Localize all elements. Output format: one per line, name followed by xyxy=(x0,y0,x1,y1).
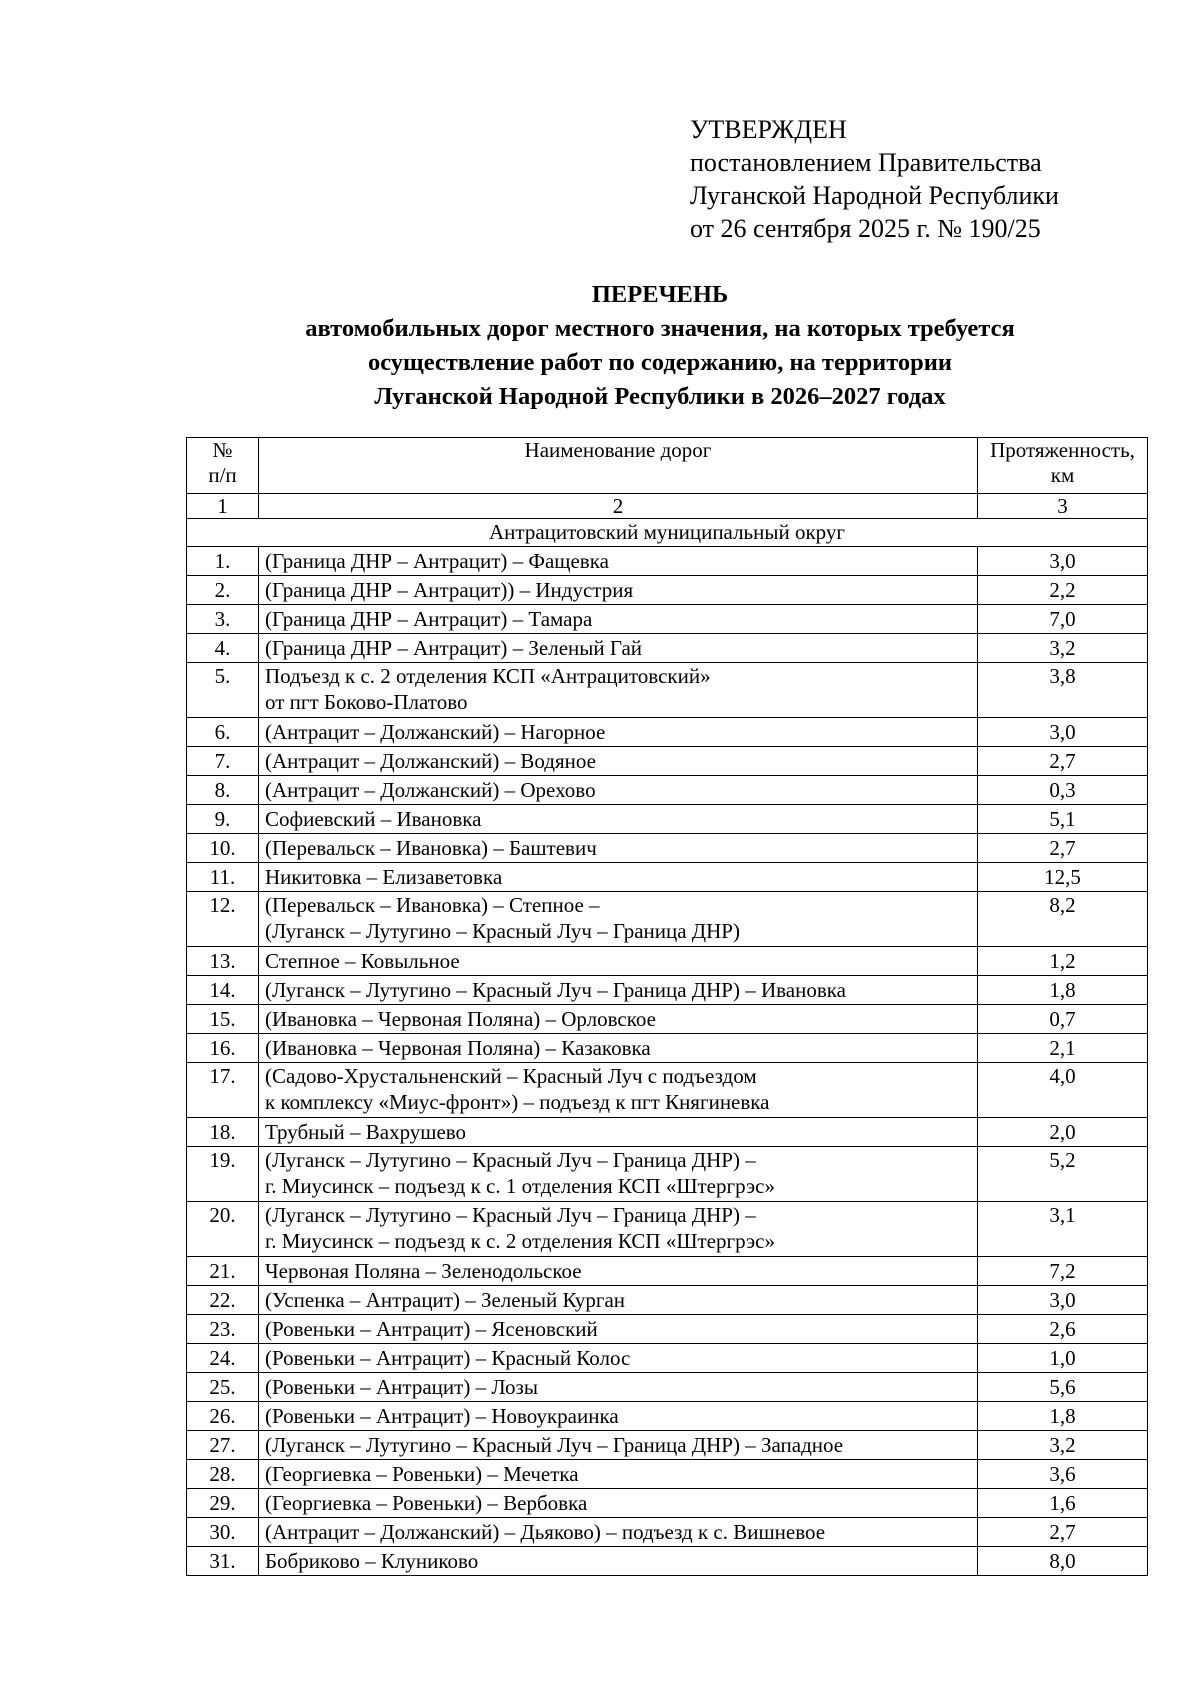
road-length: 0,3 xyxy=(978,776,1148,805)
row-number: 28. xyxy=(187,1460,259,1489)
column-number-3: 3 xyxy=(978,494,1148,519)
row-number: 15. xyxy=(187,1005,259,1034)
row-number: 4. xyxy=(187,634,259,663)
road-name: (Ровеньки – Антрацит) – Новоукраинка xyxy=(259,1402,978,1431)
road-name: (Ровеньки – Антрацит) – Ясеновский xyxy=(259,1315,978,1344)
row-number: 9. xyxy=(187,805,259,834)
table-row xyxy=(187,1460,1148,1489)
road-name-line2: к комплексу «Миус-фронт») – подъезд к пгт Княгиневка xyxy=(265,1090,770,1114)
road-length: 1,8 xyxy=(978,1402,1148,1431)
road-length: 0,7 xyxy=(978,1005,1148,1034)
road-name xyxy=(259,1202,978,1257)
header-number xyxy=(187,438,259,494)
row-number: 10. xyxy=(187,834,259,863)
road-name-line1: (Луганск – Лутугино – Красный Луч – Граница ДНР) – xyxy=(265,1148,756,1172)
table-row xyxy=(187,976,1148,1005)
title-heading: ПЕРЕЧЕНЬ xyxy=(591,281,729,308)
row-number: 18. xyxy=(187,1118,259,1147)
road-name: (Луганск – Лутугино – Красный Луч – Граница ДНР) – Западное xyxy=(259,1431,978,1460)
roads-table xyxy=(186,437,1148,1576)
table-row xyxy=(187,1005,1148,1034)
road-length: 2,1 xyxy=(978,1034,1148,1063)
header-number-line1: № xyxy=(212,438,233,462)
row-number: 27. xyxy=(187,1431,259,1460)
row-number: 17. xyxy=(187,1063,259,1118)
table-row xyxy=(187,1257,1148,1286)
road-length: 3,0 xyxy=(978,1286,1148,1315)
road-length: 2,7 xyxy=(978,747,1148,776)
row-number: 6. xyxy=(187,718,259,747)
header-number-line2: п/п xyxy=(208,463,237,487)
table-row xyxy=(187,576,1148,605)
road-name: (Ровеньки – Антрацит) – Красный Колос xyxy=(259,1344,978,1373)
approval-decree-line: постановлением Правительства xyxy=(690,148,1042,177)
table-row xyxy=(187,605,1148,634)
row-number: 29. xyxy=(187,1489,259,1518)
road-length: 12,5 xyxy=(978,863,1148,892)
table-row xyxy=(187,1063,1148,1118)
road-name-line1: (Перевальск – Ивановка) – Степное – xyxy=(265,893,600,917)
table-row xyxy=(187,805,1148,834)
row-number: 12. xyxy=(187,892,259,947)
road-length: 2,2 xyxy=(978,576,1148,605)
road-name: (Ивановка – Червоная Поляна) – Орловское xyxy=(259,1005,978,1034)
row-number: 14. xyxy=(187,976,259,1005)
road-length: 2,7 xyxy=(978,834,1148,863)
road-name: (Антрацит – Должанский) – Орехово xyxy=(259,776,978,805)
approval-stamp xyxy=(690,113,1059,245)
table-row xyxy=(187,947,1148,976)
road-name: Софиевский – Ивановка xyxy=(259,805,978,834)
road-name xyxy=(259,892,978,947)
row-number: 7. xyxy=(187,747,259,776)
document-title xyxy=(0,278,1200,414)
table-row xyxy=(187,863,1148,892)
road-name: (Георгиевка – Ровеньки) – Мечетка xyxy=(259,1460,978,1489)
road-name-line1: (Луганск – Лутугино – Красный Луч – Граница ДНР) – xyxy=(265,1203,756,1227)
row-number: 25. xyxy=(187,1373,259,1402)
road-name: Степное – Ковыльное xyxy=(259,947,978,976)
table-row xyxy=(187,1547,1148,1576)
road-length: 7,0 xyxy=(978,605,1148,634)
header-length-line2: км xyxy=(1050,463,1075,487)
table-row xyxy=(187,834,1148,863)
road-length: 1,2 xyxy=(978,947,1148,976)
table-row xyxy=(187,1344,1148,1373)
row-number: 13. xyxy=(187,947,259,976)
row-number: 5. xyxy=(187,663,259,718)
row-number: 19. xyxy=(187,1147,259,1202)
row-number: 16. xyxy=(187,1034,259,1063)
road-length: 1,6 xyxy=(978,1489,1148,1518)
title-line-2: автомобильных дорог местного значения, на которых требуется xyxy=(305,315,1015,342)
table-row xyxy=(187,1489,1148,1518)
row-number: 11. xyxy=(187,863,259,892)
row-number: 31. xyxy=(187,1547,259,1576)
road-name-line2: г. Миусинск – подъезд к с. 2 отделения КСП «Штергрэс» xyxy=(265,1229,775,1253)
road-name-line1: (Садово-Хрустальненский – Красный Луч с подъездом xyxy=(265,1064,757,1088)
road-length: 3,1 xyxy=(978,1202,1148,1257)
row-number: 20. xyxy=(187,1202,259,1257)
title-line-3: осуществление работ по содержанию, на территории xyxy=(367,349,953,376)
row-number: 1. xyxy=(187,547,259,576)
table-row xyxy=(187,1286,1148,1315)
table-row xyxy=(187,1118,1148,1147)
district-row xyxy=(187,519,1148,547)
road-name: Червоная Поляна – Зеленодольское xyxy=(259,1257,978,1286)
column-number-1: 1 xyxy=(187,494,259,519)
table-row xyxy=(187,1402,1148,1431)
column-numbers-row xyxy=(187,494,1148,519)
road-name: (Граница ДНР – Антрацит) – Зеленый Гай xyxy=(259,634,978,663)
road-length: 8,0 xyxy=(978,1547,1148,1576)
road-name xyxy=(259,1147,978,1202)
road-name: Бобриково – Клуниково xyxy=(259,1547,978,1576)
road-length: 1,0 xyxy=(978,1344,1148,1373)
table-row xyxy=(187,1202,1148,1257)
road-name: (Успенка – Антрацит) – Зеленый Курган xyxy=(259,1286,978,1315)
road-length: 4,0 xyxy=(978,1063,1148,1118)
column-number-2: 2 xyxy=(259,494,978,519)
road-length: 1,8 xyxy=(978,976,1148,1005)
row-number: 3. xyxy=(187,605,259,634)
road-name: (Антрацит – Должанский) – Дьяково) – подъезд к с. Вишневое xyxy=(259,1518,978,1547)
table-row xyxy=(187,718,1148,747)
approval-heading: УТВЕРЖДЕН xyxy=(690,115,847,144)
header-road-name: Наименование дорог xyxy=(259,438,978,494)
row-number: 2. xyxy=(187,576,259,605)
road-length: 8,2 xyxy=(978,892,1148,947)
table-row xyxy=(187,547,1148,576)
table-row xyxy=(187,1147,1148,1202)
road-length: 3,2 xyxy=(978,634,1148,663)
row-number: 24. xyxy=(187,1344,259,1373)
road-name: (Граница ДНР – Антрацит) – Фащевка xyxy=(259,547,978,576)
road-length: 7,2 xyxy=(978,1257,1148,1286)
road-length: 5,1 xyxy=(978,805,1148,834)
table-row xyxy=(187,1518,1148,1547)
row-number: 30. xyxy=(187,1518,259,1547)
road-name: (Луганск – Лутугино – Красный Луч – Граница ДНР) – Ивановка xyxy=(259,976,978,1005)
road-name: (Перевальск – Ивановка) – Баштевич xyxy=(259,834,978,863)
table-row xyxy=(187,776,1148,805)
road-name: (Граница ДНР – Антрацит)) – Индустрия xyxy=(259,576,978,605)
road-name: Никитовка – Елизаветовка xyxy=(259,863,978,892)
road-name: (Антрацит – Должанский) – Водяное xyxy=(259,747,978,776)
header-length xyxy=(978,438,1148,494)
row-number: 21. xyxy=(187,1257,259,1286)
district-name: Антрацитовский муниципальный округ xyxy=(187,519,1148,547)
road-length: 3,2 xyxy=(978,1431,1148,1460)
table-row xyxy=(187,1373,1148,1402)
road-length: 3,0 xyxy=(978,547,1148,576)
table-row xyxy=(187,1315,1148,1344)
approval-government-line: Луганской Народной Республики xyxy=(690,181,1059,210)
road-length: 5,2 xyxy=(978,1147,1148,1202)
table-row xyxy=(187,634,1148,663)
road-length: 2,6 xyxy=(978,1315,1148,1344)
row-number: 8. xyxy=(187,776,259,805)
road-name: (Георгиевка – Ровеньки) – Вербовка xyxy=(259,1489,978,1518)
road-length: 3,6 xyxy=(978,1460,1148,1489)
road-length: 5,6 xyxy=(978,1373,1148,1402)
row-number: 22. xyxy=(187,1286,259,1315)
road-name: (Ивановка – Червоная Поляна) – Казаковка xyxy=(259,1034,978,1063)
road-name: Трубный – Вахрушево xyxy=(259,1118,978,1147)
road-name-line2: г. Миусинск – подъезд к с. 1 отделения КСП «Штергрэс» xyxy=(265,1174,775,1198)
title-line-4: Луганской Народной Республики в 2026–2027 годах xyxy=(374,383,946,410)
road-name xyxy=(259,1063,978,1118)
table-row xyxy=(187,1034,1148,1063)
road-name: (Граница ДНР – Антрацит) – Тамара xyxy=(259,605,978,634)
road-length: 3,0 xyxy=(978,718,1148,747)
table-row xyxy=(187,663,1148,718)
row-number: 23. xyxy=(187,1315,259,1344)
table-header-row xyxy=(187,438,1148,494)
approval-date-line: от 26 сентября 2025 г. № 190/25 xyxy=(690,214,1041,243)
table-row xyxy=(187,892,1148,947)
road-name-line2: (Луганск – Лутугино – Красный Луч – Граница ДНР) xyxy=(265,919,740,943)
road-name: (Антрацит – Должанский) – Нагорное xyxy=(259,718,978,747)
road-name-line1: Подъезд к с. 2 отделения КСП «Антрацитовский» xyxy=(265,664,711,688)
road-length: 2,0 xyxy=(978,1118,1148,1147)
road-length: 2,7 xyxy=(978,1518,1148,1547)
header-length-line1: Протяженность, xyxy=(990,438,1135,462)
table-row xyxy=(187,747,1148,776)
row-number: 26. xyxy=(187,1402,259,1431)
road-length: 3,8 xyxy=(978,663,1148,718)
road-name-line2: от пгт Боково-Платово xyxy=(265,690,468,714)
road-name xyxy=(259,663,978,718)
table-row xyxy=(187,1431,1148,1460)
road-name: (Ровеньки – Антрацит) – Лозы xyxy=(259,1373,978,1402)
